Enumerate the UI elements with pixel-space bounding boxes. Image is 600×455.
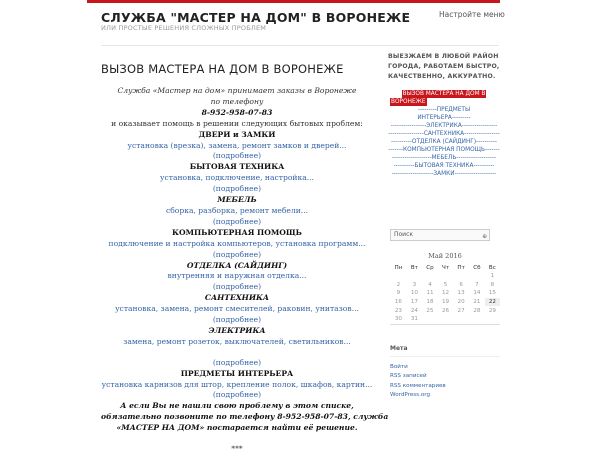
closing-text: обязательно позвоните по телефону 8-952-958-07-83, служба	[101, 412, 389, 422]
search-icon[interactable]: ⊕	[482, 233, 488, 240]
section-desc-link[interactable]: внутренняя и наружная отделка...	[167, 271, 307, 281]
spacer	[101, 348, 373, 358]
menu-link[interactable]: Настройте меню	[439, 10, 505, 19]
phone-number: 8-952-958-07-83	[201, 107, 273, 117]
calendar-day: 28	[473, 307, 481, 314]
calendar-day: 15	[488, 290, 496, 297]
sidebar-link-current[interactable]: ВЫЗОВ МАСТЕРА НА ДОМ В	[402, 91, 486, 97]
site-title[interactable]: СЛУЖБА "МАСТЕР НА ДОМ" В ВОРОНЕЖЕ	[101, 10, 411, 25]
calendar-day: 9	[396, 290, 401, 297]
section-title: ОТДЕЛКА (САЙДИНГ)	[186, 260, 288, 270]
sidebar-link[interactable]: ----------БЫТОВАЯ ТЕХНИКА----------	[393, 163, 495, 169]
calendar-week	[390, 281, 500, 290]
more-link[interactable]: (подробнее)	[212, 357, 262, 367]
closing-text: А если Вы не нашли свою проблему в этом списке,	[120, 401, 354, 411]
calendar-day: 27	[457, 307, 465, 314]
page-title: ВЫЗОВ МАСТЕРА НА ДОМ В ВОРОНЕЖЕ	[101, 62, 344, 76]
section-desc-link[interactable]: сборка, разборка, ремонт мебели...	[165, 205, 309, 215]
more-link[interactable]: (подробнее)	[212, 282, 262, 292]
calendar-day-header: Пт	[457, 265, 465, 271]
calendar-day	[407, 272, 422, 281]
calendar-table	[390, 264, 500, 324]
section-title: ЭЛЕКТРИКА	[208, 325, 266, 335]
calendar-week	[390, 315, 500, 324]
calendar-day: 1	[490, 273, 495, 280]
accent-stripe	[87, 0, 500, 3]
intro-text: по телефону	[210, 96, 264, 106]
section-title: МЕБЕЛЬ	[217, 195, 257, 205]
calendar-day: 7	[475, 281, 479, 288]
calendar-day: 26	[441, 307, 450, 314]
calendar-day-header: Вт	[410, 265, 418, 271]
search-input[interactable]: Поиск	[390, 229, 490, 241]
calendar-day: 2	[396, 281, 401, 288]
calendar-day: 20	[457, 299, 465, 306]
section-title: БЫТОВАЯ ТЕХНИКА	[189, 162, 285, 172]
calendar-day: 8	[490, 281, 495, 288]
calendar-week	[390, 306, 500, 315]
section-desc-link[interactable]: установка, замена, ремонт смесителей, раковин, унитазов...	[115, 304, 359, 314]
calendar-day: 25	[426, 307, 434, 314]
calendar-day: 30	[394, 316, 402, 323]
closing-text: «МАСТЕР НА ДОМ» постарается найти её решение.	[116, 423, 358, 433]
calendar-day: 3	[412, 281, 417, 288]
sidebar-link-current-cont[interactable]: ВОРОНЕЖЕ	[391, 99, 426, 105]
calendar-day: 14	[473, 290, 481, 297]
sidebar-link[interactable]: -----------------ЭЛЕКТРИКА-----------------	[390, 123, 498, 129]
calendar-day: 22	[485, 298, 500, 307]
section-title: КОМПЬЮТЕРНАЯ ПОМОЩЬ	[172, 227, 302, 237]
meta-link-rss-posts[interactable]: RSS записей	[390, 373, 427, 380]
section-desc-link[interactable]: установка карнизов для штор, крепление полок, шкафов, картин...	[101, 379, 373, 389]
sidebar-link[interactable]: -------------------МЕБЕЛЬ-------------------	[391, 155, 497, 161]
calendar-day-header: Сб	[473, 265, 481, 271]
meta-divider	[390, 356, 500, 357]
section-title: ДВЕРИ и ЗАМКИ	[198, 129, 276, 139]
sidebar-link[interactable]: ----------ОТДЕЛКА (САЙДИНГ)----------	[390, 139, 498, 145]
calendar-day-header: Чт	[441, 265, 450, 271]
calendar-day: 19	[441, 299, 450, 306]
calendar-day-header: Вс	[488, 265, 496, 271]
intro-text: Служба «Мастер на дом» принимает заказы в Воронеже	[117, 86, 357, 95]
meta-link-rss-comments[interactable]: RSS комментариев	[390, 382, 446, 389]
calendar-day: 24	[410, 307, 418, 314]
calendar-day	[469, 272, 485, 281]
calendar-day: 17	[410, 299, 418, 306]
meta-widget-title: Мета	[390, 345, 408, 352]
section-desc-link[interactable]: замена, ремонт розеток, выключателей, светильников...	[123, 336, 351, 346]
calendar-day-header: Ср	[426, 265, 434, 271]
calendar-day: 16	[394, 299, 402, 306]
calendar-day: 29	[488, 307, 496, 314]
meta-link-wordpress[interactable]: WordPress.org	[390, 391, 431, 398]
calendar-day: 31	[410, 316, 418, 323]
more-link[interactable]: (подробнее)	[212, 151, 262, 161]
calendar-week	[390, 289, 500, 298]
separator-stars: ***	[231, 444, 243, 454]
calendar-day: 23	[394, 307, 402, 314]
meta-link-login[interactable]: Войти	[390, 364, 408, 370]
sidebar-link[interactable]: -----------------САНТЕХНИКА-----------------	[388, 131, 500, 137]
more-link[interactable]: (подробнее)	[212, 390, 262, 400]
calendar-day: 11	[426, 290, 434, 297]
section-desc-link[interactable]: установка, подключение, настройка...	[160, 173, 314, 183]
calendar-day: 4	[428, 281, 432, 288]
calendar-day: 10	[410, 290, 418, 297]
calendar-day	[390, 272, 407, 281]
spacer	[101, 434, 373, 444]
calendar-week	[390, 272, 500, 281]
calendar-day: 18	[426, 299, 434, 306]
site-links	[388, 90, 500, 178]
calendar-day	[422, 272, 438, 281]
meta-links	[390, 363, 446, 400]
section-title: ПРЕДМЕТЫ ИНТЕРЬЕРА	[180, 368, 294, 378]
calendar-day: 6	[459, 281, 463, 288]
sidebar-link[interactable]: ИНТЕРЬЕРА---------	[417, 115, 471, 121]
calendar-week	[390, 298, 500, 307]
calendar-day	[438, 315, 453, 324]
more-link[interactable]: (подробнее)	[212, 216, 262, 226]
calendar-day: 21	[473, 299, 481, 306]
calendar-day: 5	[443, 281, 448, 288]
sidebar-link[interactable]: --------------------ЗАМКИ--------------------	[391, 171, 497, 177]
more-link[interactable]: (подробнее)	[212, 184, 262, 194]
calendar-day	[453, 272, 469, 281]
section-desc-link[interactable]: подключение и настройка компьютеров, установка программ...	[108, 238, 366, 248]
section-title: САНТЕХНИКА	[204, 293, 270, 303]
calendar-caption: Май 2016	[428, 252, 462, 260]
calendar-day: 12	[441, 290, 450, 297]
sidebar-link[interactable]: ---------ПРЕДМЕТЫ	[417, 107, 471, 113]
intro-text: и оказывает помощь в решении следующих бытовых проблем:	[111, 118, 363, 128]
section-desc-link[interactable]: установка (врезка), замена, ремонт замков и дверей...	[127, 140, 347, 150]
calendar-day-header: Пн	[394, 265, 403, 271]
calendar-day	[438, 272, 453, 281]
calendar-day	[485, 315, 500, 324]
more-link[interactable]: (подробнее)	[212, 249, 262, 259]
calendar-widget	[390, 252, 500, 325]
calendar-divider	[390, 324, 500, 325]
calendar-day	[453, 315, 469, 324]
calendar-day: 13	[457, 290, 465, 297]
more-link[interactable]: (подробнее)	[212, 315, 262, 325]
site-description: ИЛИ ПРОСТЫЕ РЕШЕНИЯ СЛОЖНЫХ ПРОБЛЕМ	[101, 24, 267, 32]
top-accent-bar	[0, 0, 600, 3]
calendar-day	[422, 315, 438, 324]
calendar-day	[469, 315, 485, 324]
header-divider	[101, 45, 499, 46]
widget-title: ВЫЕЗЖАЕМ В ЛЮБОЙ РАЙОН ГОРОДА, РАБОТАЕМ БЫСТРО, КАЧЕСТВЕННО, АККУРАТНО.	[388, 53, 500, 80]
sidebar-link[interactable]: -------КОМПЬЮТЕРНАЯ ПОМОЩЬ-------	[388, 147, 500, 153]
sidebar	[388, 52, 500, 178]
